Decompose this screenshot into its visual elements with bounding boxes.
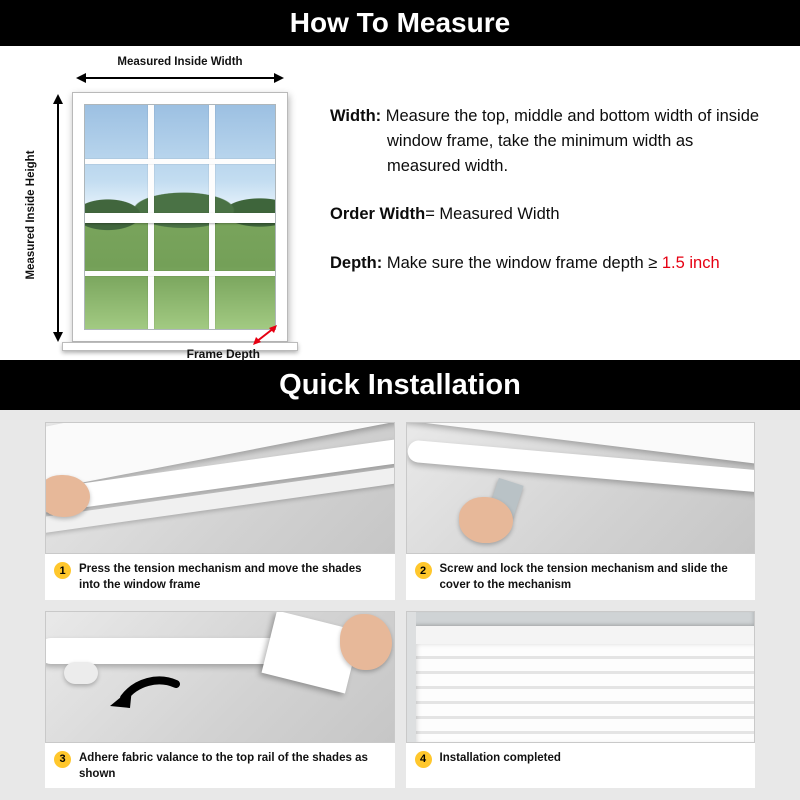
hand-shape bbox=[340, 614, 392, 670]
step-2-photo bbox=[406, 422, 756, 554]
section-header-how-to-measure bbox=[0, 0, 800, 46]
step-caption bbox=[406, 743, 756, 789]
shade-headrail-shape bbox=[415, 626, 756, 644]
step-1-photo bbox=[45, 422, 395, 554]
depth-body: Make sure the window frame depth ≥ bbox=[382, 254, 662, 272]
step-number-badge: 1 bbox=[54, 562, 71, 579]
step-4-photo bbox=[406, 611, 756, 743]
step-number-badge: 3 bbox=[54, 751, 71, 768]
frame-depth-arrow-icon bbox=[252, 324, 278, 346]
order-width-instruction bbox=[330, 202, 768, 227]
step-text: Installation completed bbox=[439, 751, 561, 764]
measure-instructions bbox=[322, 54, 786, 360]
step-caption bbox=[45, 743, 395, 789]
width-double-arrow-icon bbox=[76, 72, 284, 84]
step-number-badge: 4 bbox=[415, 751, 432, 768]
section-header-quick-installation bbox=[0, 360, 800, 410]
window-measure-illustration bbox=[14, 54, 322, 361]
step-caption bbox=[45, 554, 395, 600]
window-frame bbox=[72, 92, 288, 342]
depth-minimum-value: 1.5 inch bbox=[661, 254, 720, 272]
installation-steps-grid bbox=[0, 410, 800, 800]
installation-step-card bbox=[406, 611, 756, 789]
window-frame-side-shape bbox=[407, 612, 416, 742]
installed-shade-fabric-shape bbox=[415, 644, 756, 743]
measure-section bbox=[0, 46, 800, 360]
how-to-measure-title: How To Measure bbox=[289, 7, 511, 38]
step-caption bbox=[406, 554, 756, 600]
depth-instruction bbox=[330, 251, 768, 276]
height-double-arrow-icon bbox=[52, 94, 64, 342]
step-text: Press the tension mechanism and move the shades into the window frame bbox=[79, 563, 362, 592]
measured-inside-height-label: Measured Inside Height bbox=[25, 150, 37, 280]
installation-step-card bbox=[45, 611, 395, 789]
step-3-photo bbox=[45, 611, 395, 743]
hand-shape bbox=[459, 497, 513, 543]
width-term: Width: bbox=[330, 107, 382, 125]
window-glass-scene bbox=[84, 104, 276, 330]
installation-step-card bbox=[45, 422, 395, 600]
order-width-body: = Measured Width bbox=[425, 205, 560, 224]
quick-installation-title: Quick Installation bbox=[279, 368, 521, 401]
window-muntin bbox=[85, 271, 275, 276]
measured-inside-width-label: Measured Inside Width bbox=[117, 56, 243, 68]
step-number-badge: 2 bbox=[415, 562, 432, 579]
rail-end-cap-shape bbox=[64, 662, 98, 684]
order-width-term: Order Width bbox=[330, 205, 426, 224]
step-text: Adhere fabric valance to the top rail of the shades as shown bbox=[79, 751, 368, 780]
curved-arrow-icon bbox=[104, 674, 182, 718]
width-body: Measure the top, middle and bottom width of inside window frame, take the minimum width as measured width. bbox=[381, 107, 760, 175]
frame-depth-label: Frame Depth bbox=[186, 347, 260, 361]
window-muntin bbox=[85, 159, 275, 164]
step-text: Screw and lock the tension mechanism and slide the cover to the mechanism bbox=[439, 563, 728, 592]
width-instruction bbox=[330, 104, 768, 178]
depth-term: Depth: bbox=[330, 254, 383, 272]
window-meeting-rail bbox=[85, 213, 275, 223]
installation-step-card bbox=[406, 422, 756, 600]
